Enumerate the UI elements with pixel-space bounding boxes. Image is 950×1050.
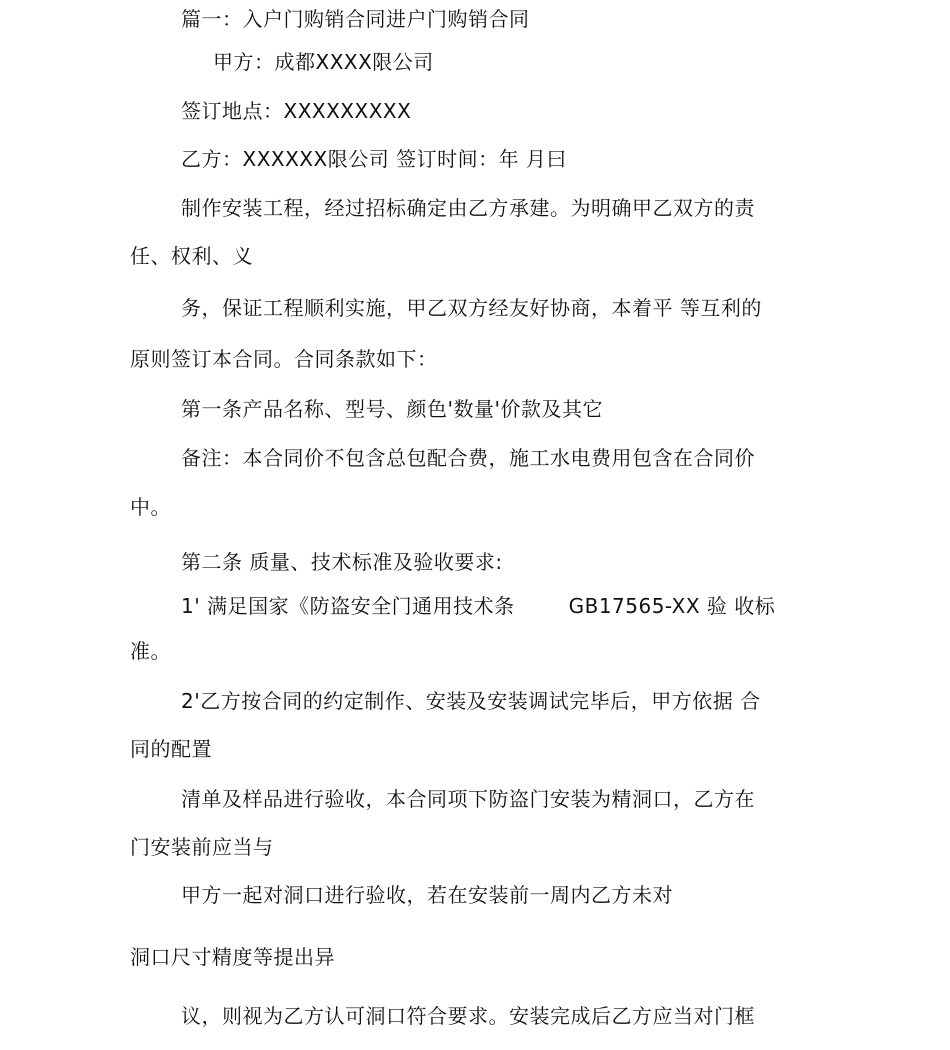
paragraph-line: 洞口尺寸精度等提出异 — [130, 945, 335, 969]
paragraph-line: 议，则视为乙方认可洞口符合要求。安装完成后乙方应当对门框 — [181, 1004, 755, 1028]
paragraph-line: 门安装前应当与 — [130, 835, 274, 859]
paragraph-line: 中。 — [130, 495, 171, 519]
party-b-line: 乙方：XXXXXX限公司 签订时间：年 月曰 — [181, 147, 567, 171]
paragraph-line: 甲方一起对洞口进行验收，若在安装前一周内乙方未对 — [181, 883, 673, 907]
clause-item-line — [181, 593, 775, 619]
paragraph-line: 准。 — [130, 639, 171, 663]
document-title: 篇一：入户门购销合同进户门购销合同 — [181, 7, 530, 31]
paragraph-line: 原则签订本合同。合同条款如下： — [130, 347, 438, 371]
clause-heading: 第一条产品名称、型号、颜色'数量'价款及其它 — [181, 397, 603, 421]
signing-location-line: 签订地点：XXXXXXXXX — [181, 99, 412, 123]
paragraph-line: 同的配置 — [130, 737, 212, 761]
paragraph-line: 清单及样品进行验收，本合同项下防盗门安装为精洞口，乙方在 — [181, 787, 755, 811]
paragraph-line: 务，保证工程顺利实施，甲乙双方经友好协商，本着平 等互利的 — [181, 296, 762, 320]
paragraph-line: 制作安装工程，经过招标确定由乙方承建。为明确甲乙双方的责 — [181, 196, 755, 220]
standard-code-text: GB17565-XX 验 收标 — [568, 594, 776, 618]
clause-item-text: 1' 满足国家《防盗安全门通用技术条 — [181, 594, 515, 618]
clause-heading: 第二条 质量、技术标准及验收要求: — [181, 550, 503, 574]
paragraph-line: 备注：本合同价不包含总包配合费，施工水电费用包含在合同价 — [181, 446, 755, 470]
paragraph-line: 2'乙方按合同的约定制作、安装及安装调试完毕后，甲方依据 合 — [181, 689, 761, 713]
party-a-line: 甲方：成都XXXX限公司 — [213, 50, 434, 74]
paragraph-line: 任、权利、义 — [130, 244, 253, 268]
